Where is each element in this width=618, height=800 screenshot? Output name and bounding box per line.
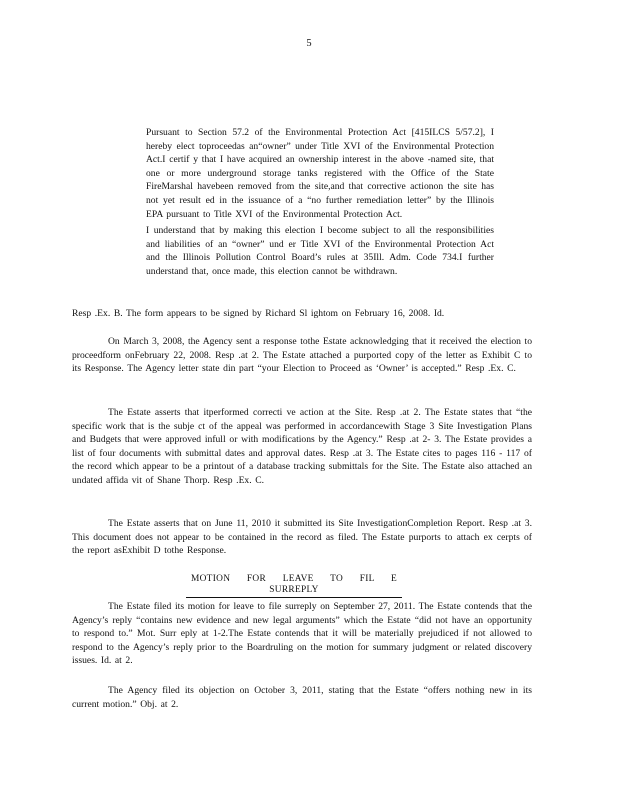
quoted-election-paragraph-1: Pursuant to Section 57.2 of the Environmental Protection Act [415ILCS 5/57.2], I hereby elect toproceedas an“owner” under Title XVI of the Environmental Protection Act.I certif y that I have acquired an ownership interest in the above -named site, that one or more underground storage tanks registered with the Office of the State FireMarshal havebeen removed from the site,and that corrective actionon the site has not yet result ed in the issuance of a “no further remediation letter” by the Illinois EPA pursuant to Title XVI of the Environmental Protection Act. — [146, 127, 494, 220]
citation-line: Resp .Ex. B. The form appears to be signed by Richard Sl ightom on February 16, 2008. Id. — [72, 308, 445, 319]
paragraph-agency-objection: The Agency filed its objection on October 3, 2011, stating that the Estate “offers nothing new in its current motion.” Obj. at 2. — [72, 685, 532, 710]
quoted-election-paragraph-2: I understand that by making this election I become subject to all the responsibilities and liabilities of an “owner” und er Title XVI of the Environmental Protection Act and the Illinois Pollution Control Board’s rules at 35Ill. Adm. Code 734.I further understand that, once made, this election cannot be withdrawn. — [146, 225, 494, 277]
paragraph-site-investigation-report: The Estate asserts that on June 11, 2010 it submitted its Site InvestigationCompletion Report. Resp .at 3. This document does not appear to be contained in the record as filed. The Estate purports to attach ex cerpts of the report asExhibit D tothe Response. — [72, 518, 532, 557]
paragraph-agency-response: On March 3, 2008, the Agency sent a response tothe Estate acknowledging that it received the election to proceedform onFebruary 22, 2008. Resp .at 2. The Estate attached a purported copy of the letter as Exhibit C to its Response. The Agency letter state din part “your Election to Proceed as ‘Owner’ is accepted.” Resp .Ex. C. — [72, 336, 533, 375]
paragraph-corrective-action: The Estate asserts that itperformed correcti ve action at the Site. Resp .at 2. The Estate states that “the specific work that is the subje ct of the appeal was performed in accordancewith Stage 3 Site Investigation Plans and Budgets that were approved infull or with modifications by the Agency.” Resp .at 2- 3. The Estate provides a list of four documents with submittal dates and approval dates. Resp .at 3. The Estate cites to pages 116 - 117 of the record which appear to be a printout of a database tracking submittals for the Site. The Estate also attached an undated affida vit of Shane Thorp. Resp .Ex. C. — [72, 407, 532, 486]
section-heading: MOTION FOR LEAVE TO FIL E SURREPLY — [186, 574, 402, 598]
page-number: 5 — [306, 38, 312, 49]
paragraph-motion-surreply: The Estate filed its motion for leave to file surreply on September 27, 2011. The Estate contends that the Agency’s reply “contains new evidence and new legal arguments” which the Estate “did not have an opportunity to respond to.” Mot. Surr eply at 1-2.The Estate contends that it will be materially prejudiced if not allowed to respond to the Agency’s reply prior to the Boardruling on the motion for summary judgment or related discovery issues. Id. at 2. — [72, 601, 532, 667]
